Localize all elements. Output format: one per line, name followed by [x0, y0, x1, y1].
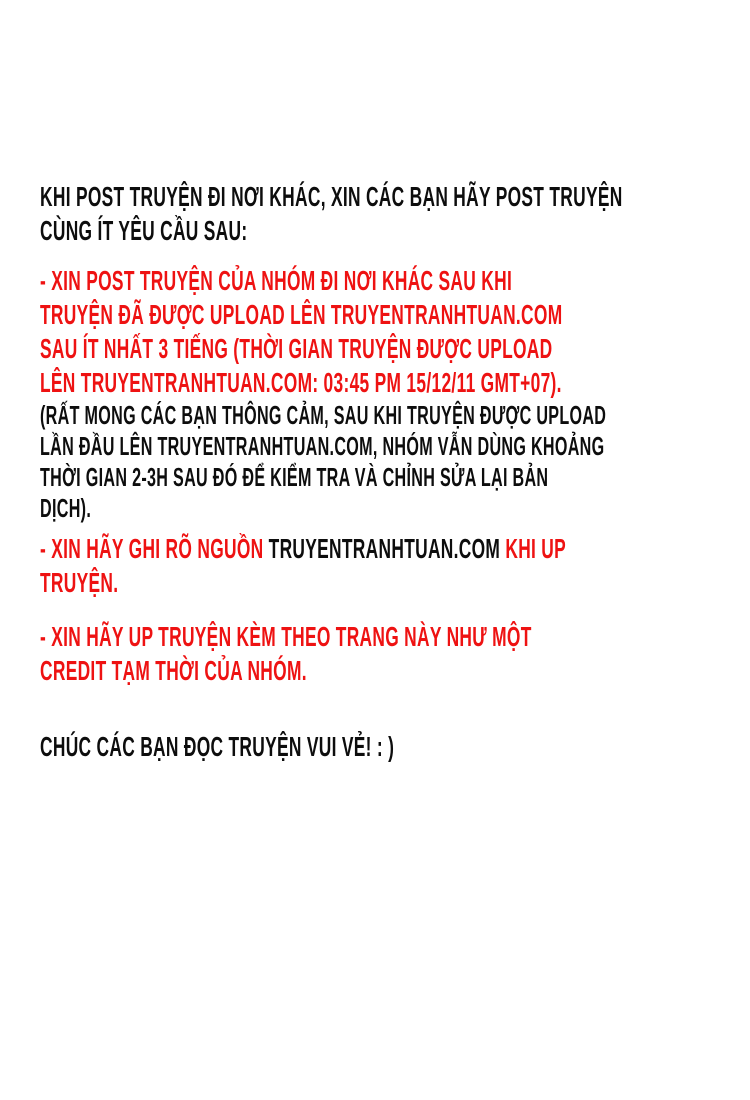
rule2-line-2: TRUYỆN. [40, 567, 119, 598]
intro-line-1: KHI POST TRUYỆN ĐI NƠI KHÁC, XIN CÁC BẠN HÃY POST TRUYỆN [40, 181, 623, 212]
rule2-line1-red-start: - XIN HÃY GHI RÕ NGUỒN [40, 533, 269, 564]
rule2-line1-red-end: KHI UP [500, 533, 567, 564]
rule3-line-1: - XIN HÃY UP TRUYỆN KÈM THEO TRANG NÀY NHƯ MỘT [40, 621, 532, 652]
rule2-line-1 [40, 532, 567, 566]
rule3-line-2: CREDIT TẠM THỜI CỦA NHÓM. [40, 655, 307, 686]
rule-repost-delay [40, 264, 750, 400]
closing-wish [40, 730, 750, 764]
rule-include-credit-page [40, 620, 750, 688]
note-line-3: THỜI GIAN 2-3H SAU ĐÓ ĐỂ KIỂM TRA VÀ CHỈNH SỬA LẠI BẢN [40, 462, 549, 492]
rule1-line-2: TRUYỆN ĐÃ ĐƯỢC UPLOAD LÊN TRUYENTRANHTUAN.COM [40, 299, 563, 330]
rule1-line-3: SAU ÍT NHẤT 3 TIẾNG (THỜI GIAN TRUYỆN ĐƯỢC UPLOAD [40, 333, 553, 364]
rule1-line-1: - XIN POST TRUYỆN CỦA NHÓM ĐI NƠI KHÁC SAU KHI [40, 265, 513, 296]
rule-repost-note [40, 400, 750, 524]
note-line-2: LẦN ĐẦU LÊN TRUYENTRANHTUAN.COM, NHÓM VẪN DÙNG KHOẢNG [40, 431, 605, 461]
closing-line-1: CHÚC CÁC BẠN ĐỌC TRUYỆN VUI VẺ! : ) [40, 731, 395, 762]
rule1-line-4: LÊN TRUYENTRANHTUAN.COM: 03:45 PM 15/12/11 GMT+07). [40, 367, 562, 398]
intro-line-2: CÙNG ÍT YÊU CẦU SAU: [40, 215, 248, 246]
intro-note [40, 180, 750, 248]
note-line-4: DỊCH). [40, 493, 92, 523]
rule-credit-source [40, 532, 750, 600]
note-line-1: (RẤT MONG CÁC BẠN THÔNG CẢM, SAU KHI TRUYỆN ĐƯỢC UPLOAD [40, 400, 607, 430]
site-name-text: TRUYENTRANHTUAN.COM [268, 533, 501, 564]
